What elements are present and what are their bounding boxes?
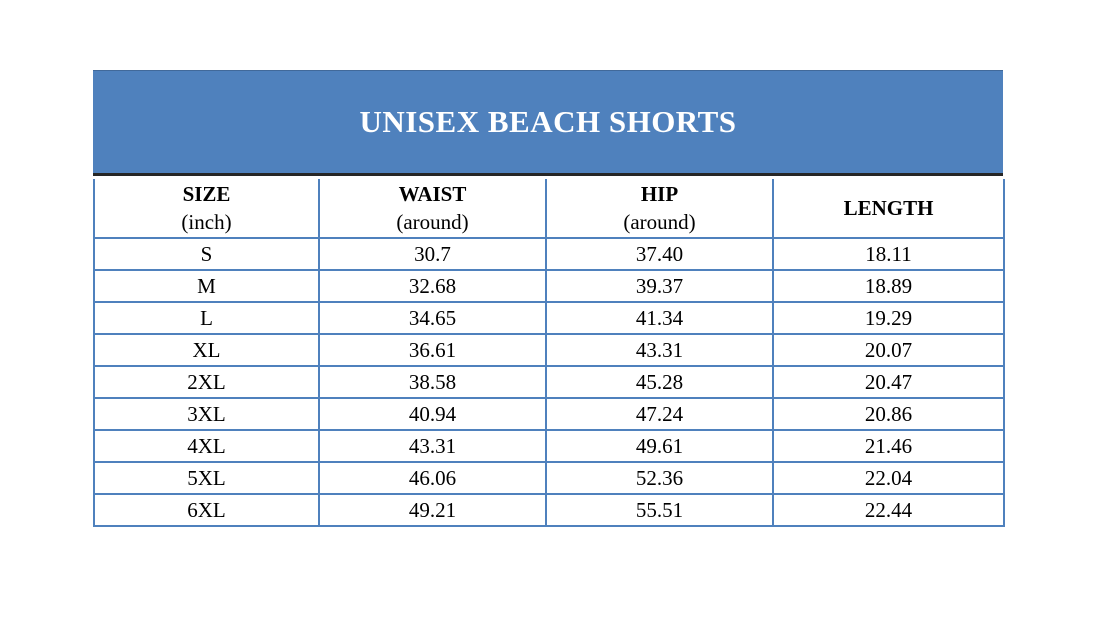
length-cell: 20.47 [773,366,1004,398]
table-row [94,494,1004,526]
column-header-size [94,179,319,238]
length-cell: 22.04 [773,462,1004,494]
waist-cell: 32.68 [319,270,546,302]
table-row [94,430,1004,462]
length-cell: 22.44 [773,494,1004,526]
table-row [94,302,1004,334]
title-banner [93,70,1003,176]
waist-cell: 38.58 [319,366,546,398]
column-header-waist-sub: (around) [396,210,469,234]
length-cell: 18.89 [773,270,1004,302]
length-cell: 20.07 [773,334,1004,366]
table-row [94,238,1004,270]
length-cell: 21.46 [773,430,1004,462]
size-cell: L [94,302,319,334]
table-row [94,398,1004,430]
column-header-hip-sub: (around) [623,210,696,234]
size-cell: S [94,238,319,270]
hip-cell: 47.24 [546,398,773,430]
hip-cell: 37.40 [546,238,773,270]
length-cell: 19.29 [773,302,1004,334]
size-cell: 5XL [94,462,319,494]
hip-cell: 43.31 [546,334,773,366]
waist-cell: 36.61 [319,334,546,366]
column-header-length-label: LENGTH [843,195,934,220]
length-cell: 18.11 [773,238,1004,270]
hip-cell: 45.28 [546,366,773,398]
size-cell: XL [94,334,319,366]
table-header-row [94,179,1004,238]
waist-cell: 43.31 [319,430,546,462]
hip-cell: 39.37 [546,270,773,302]
size-chart-table [93,179,1005,527]
size-cell: M [94,270,319,302]
size-cell: 6XL [94,494,319,526]
waist-cell: 46.06 [319,462,546,494]
page-title: UNISEX BEACH SHORTS [359,104,737,139]
column-header-waist [319,179,546,238]
column-header-waist-label: WAIST [398,181,467,206]
table-row [94,270,1004,302]
column-header-hip-label: HIP [640,181,679,206]
column-header-size-sub: (inch) [181,210,232,234]
column-header-hip [546,179,773,238]
hip-cell: 52.36 [546,462,773,494]
table-row [94,462,1004,494]
hip-cell: 49.61 [546,430,773,462]
size-cell: 2XL [94,366,319,398]
column-header-size-label: SIZE [182,181,231,206]
size-cell: 4XL [94,430,319,462]
waist-cell: 34.65 [319,302,546,334]
hip-cell: 55.51 [546,494,773,526]
table-row [94,334,1004,366]
table-row [94,366,1004,398]
waist-cell: 49.21 [319,494,546,526]
hip-cell: 41.34 [546,302,773,334]
waist-cell: 40.94 [319,398,546,430]
length-cell: 20.86 [773,398,1004,430]
size-cell: 3XL [94,398,319,430]
waist-cell: 30.7 [319,238,546,270]
column-header-length [773,179,1004,238]
